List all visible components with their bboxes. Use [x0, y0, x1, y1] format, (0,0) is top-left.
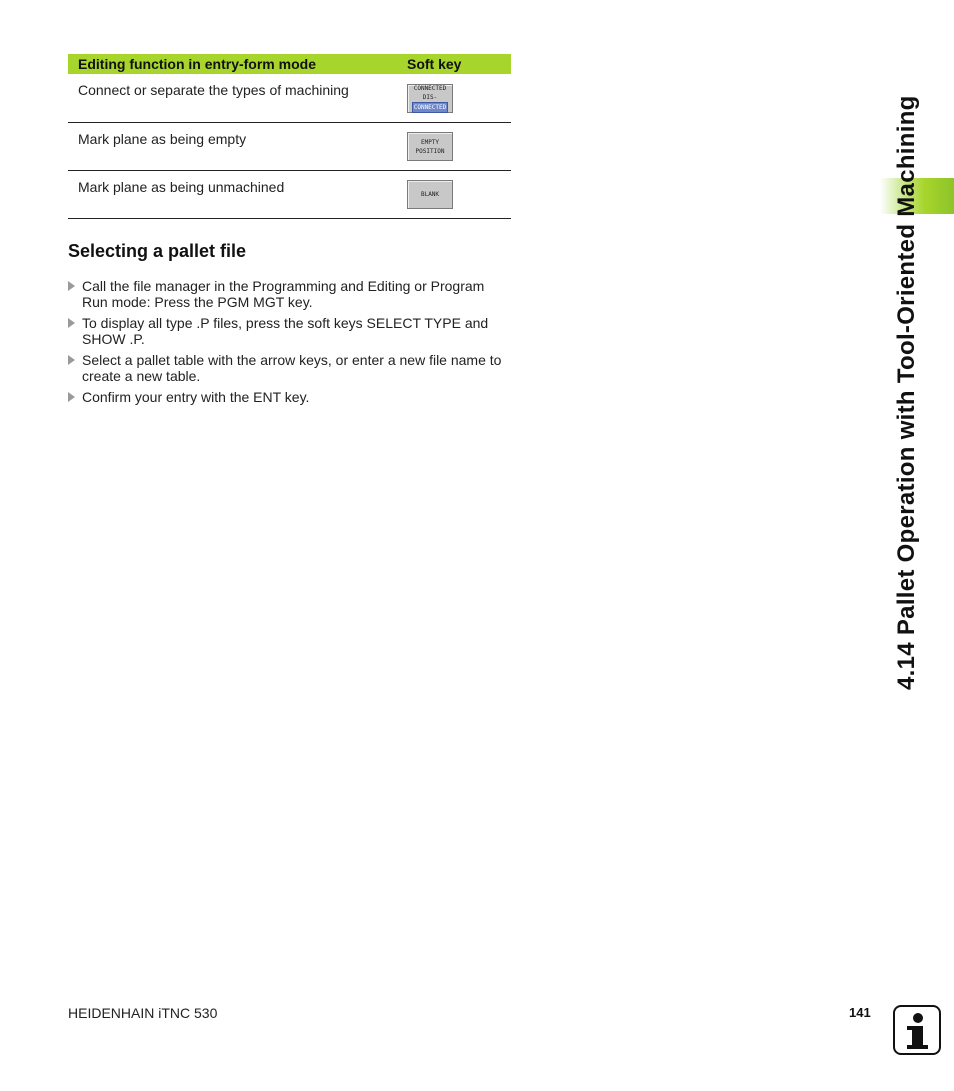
softkey-label: EMPTY [420, 138, 440, 146]
step-text: To display all type .P files, press the soft keys SELECT TYPE and SHOW .P. [82, 315, 489, 347]
connected-softkey[interactable] [407, 84, 453, 113]
step-text: Call the file manager in the Programming and Editing or Program Run mode: Press the PGM MGT key. [82, 278, 485, 310]
table-row [68, 123, 511, 171]
chapter-side-title: 4.14 Pallet Operation with Tool-Oriented Machining [893, 95, 920, 690]
step-list [68, 278, 513, 410]
table-row [68, 171, 511, 219]
row-text: Mark plane as being unmachined [78, 179, 285, 195]
arrow-right-icon [68, 318, 75, 328]
list-item [68, 352, 513, 384]
info-serif-bottom [907, 1045, 928, 1049]
table-row [68, 74, 511, 123]
step-text: Select a pallet table with the arrow keys, or enter a new file name to create a new table. [82, 352, 502, 384]
list-item [68, 389, 513, 405]
step-text: Confirm your entry with the ENT key. [82, 389, 310, 405]
arrow-right-icon [68, 355, 75, 365]
info-icon [893, 1005, 941, 1055]
arrow-right-icon [68, 281, 75, 291]
empty-position-softkey[interactable] [407, 132, 453, 161]
blank-softkey[interactable] [407, 180, 453, 209]
page-number: 141 [849, 1005, 871, 1020]
row-text: Mark plane as being empty [78, 131, 247, 147]
section-title: Selecting a pallet file [68, 241, 247, 261]
list-item [68, 278, 513, 310]
softkey-label: BLANK [420, 191, 440, 198]
header-function: Editing function in entry-form mode [78, 56, 316, 72]
softkey-label: CONNECTED [413, 85, 447, 92]
softkey-label-active: CONNECTED [413, 104, 447, 111]
info-dot [913, 1013, 923, 1023]
header-softkey: Soft key [407, 56, 462, 72]
row-text: Connect or separate the types of machining [78, 82, 349, 98]
list-item [68, 315, 513, 347]
footer-product: HEIDENHAIN iTNC 530 [68, 1005, 218, 1021]
table-header [68, 54, 511, 74]
softkey-label: POSITION [415, 147, 445, 155]
softkey-label: DIS- [422, 94, 438, 101]
arrow-right-icon [68, 392, 75, 402]
